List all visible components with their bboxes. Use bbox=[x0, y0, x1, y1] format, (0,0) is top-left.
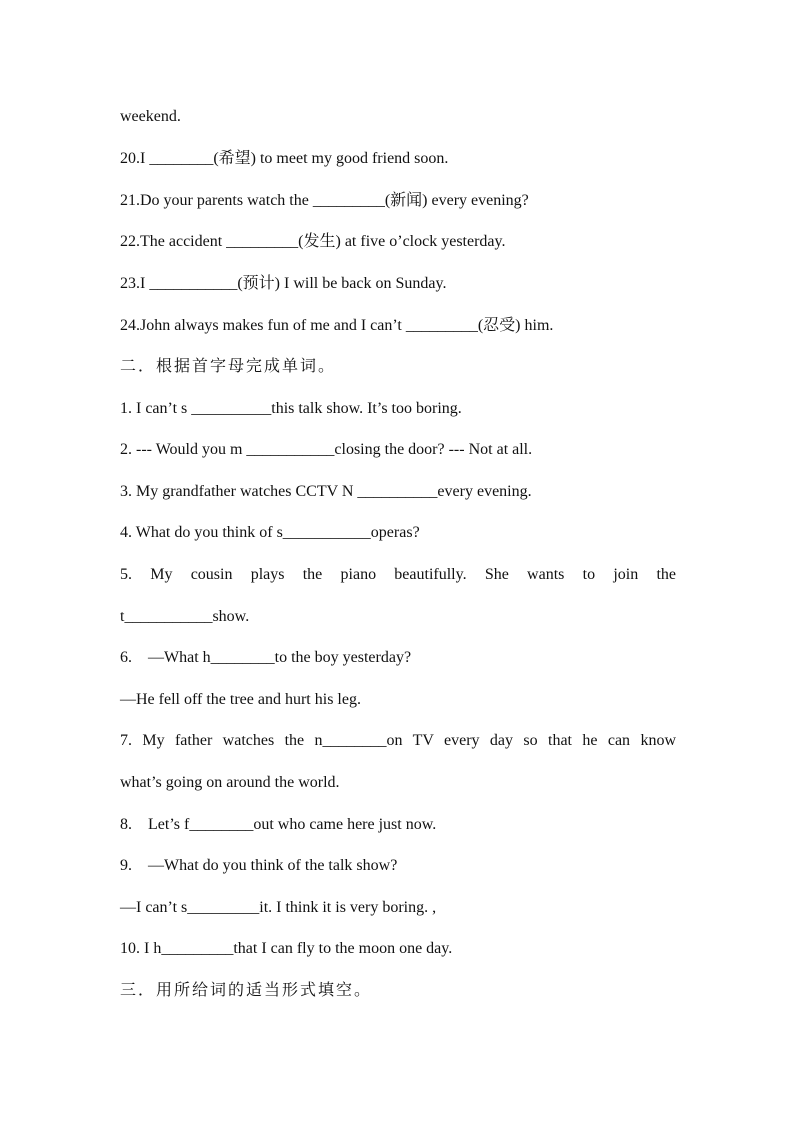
exercise-item-7: 7. My father watches the n________on TV every day so that he can know bbox=[120, 732, 676, 749]
exercise-item-3: 3. My grandfather watches CCTV N __________every evening. bbox=[120, 483, 532, 500]
exercise-item-6: 6. —What h________to the boy yesterday? bbox=[120, 649, 412, 666]
exercise-item-2: 2. --- Would you m ___________closing the door? --- Not at all. bbox=[120, 441, 533, 458]
text-line-weekend: weekend. bbox=[120, 108, 181, 125]
exercise-item-6-answer: —He fell off the tree and hurt his leg. bbox=[120, 691, 361, 708]
exercise-item-21: 21.Do your parents watch the _________(新闻) every evening? bbox=[120, 192, 529, 209]
section-heading-3: 三．用所给词的适当形式填空。 bbox=[120, 982, 373, 999]
exercise-item-9-answer: —I can’t s_________it. I think it is very boring. , bbox=[120, 899, 437, 916]
exercise-item-22: 22.The accident _________(发生) at five o’clock yesterday. bbox=[120, 233, 506, 250]
exercise-item-23: 23.I ___________(预计) I will be back on Sunday. bbox=[120, 275, 447, 292]
section-heading-2: 二．根据首字母完成单词。 bbox=[120, 358, 337, 375]
exercise-item-24: 24.John always makes fun of me and I can’t _________(忍受) him. bbox=[120, 317, 554, 334]
exercise-item-5-continuation: t___________show. bbox=[120, 608, 250, 625]
exercise-item-10: 10. I h_________that I can fly to the moon one day. bbox=[120, 940, 453, 957]
exercise-item-1: 1. I can’t s __________this talk show. It’s too boring. bbox=[120, 400, 462, 417]
exercise-item-4: 4. What do you think of s___________operas? bbox=[120, 524, 420, 541]
exercise-item-5: 5. My cousin plays the piano beautifully. She wants to join the bbox=[120, 566, 676, 583]
exercise-item-7-continuation: what’s going on around the world. bbox=[120, 774, 340, 791]
exercise-item-20: 20.I ________(希望) to meet my good friend soon. bbox=[120, 150, 449, 167]
exercise-item-8: 8. Let’s f________out who came here just now. bbox=[120, 816, 437, 833]
exercise-item-9: 9. —What do you think of the talk show? bbox=[120, 857, 398, 874]
